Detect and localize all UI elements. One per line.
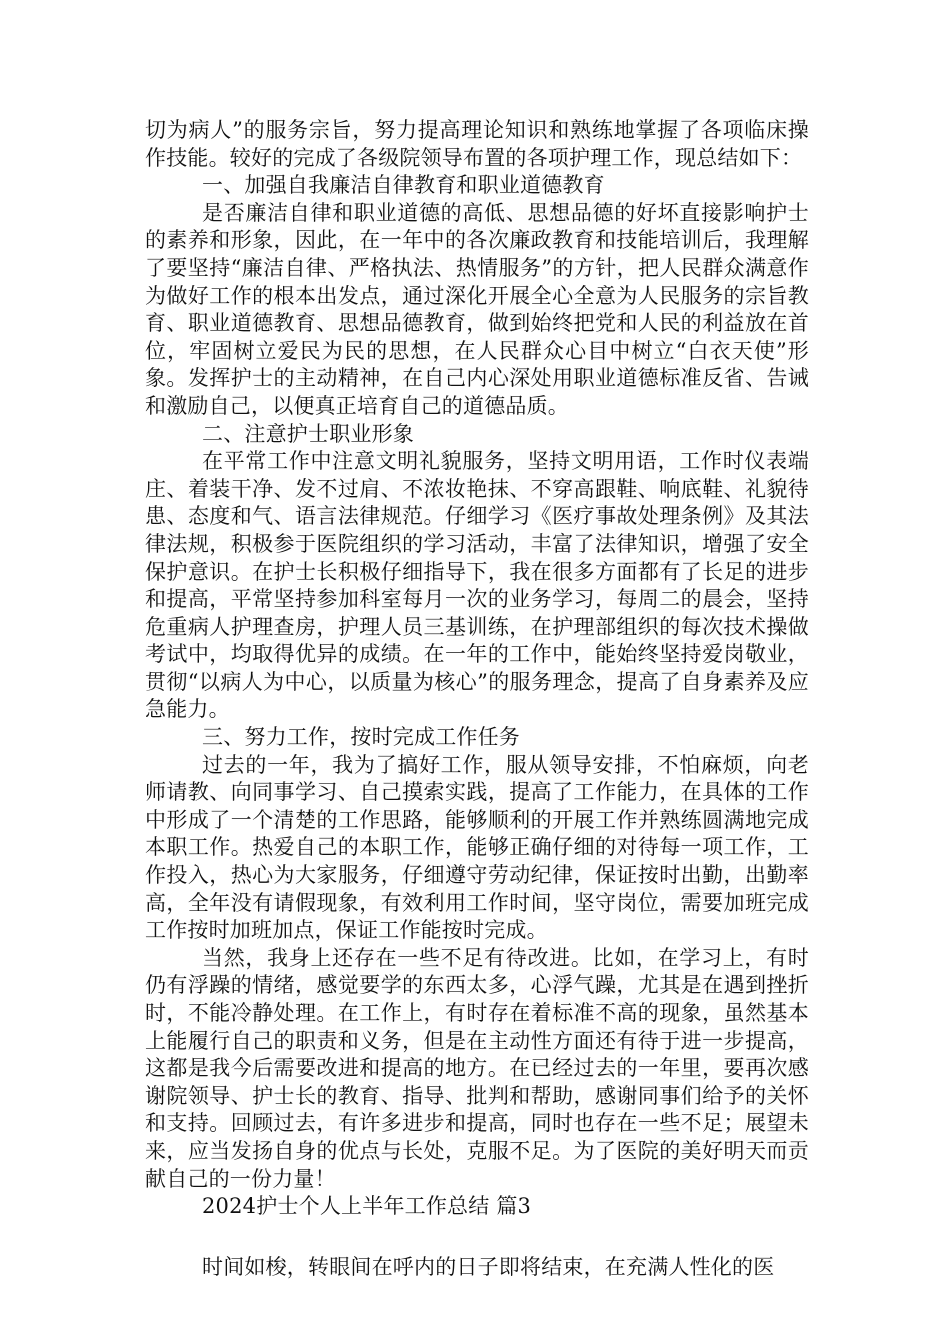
paragraph-reflection: 当然，我身上还存在一些不足有待改进。比如，在学习上，有时仍有浮躁的情绪，感觉要学的东西太多，心浮气躁，尤其是在遇到挫折时，不能冷静处理。在工作上，有时存在着标准不高的现象，虽然基本上能履行自己的职责和义务，但是在主动性方面还有待于进一步提高，这都是我今后需要改进和提高的地方。在已经过去的一年里，要再次感谢院领导、护士长的教育、指导、批判和帮助，感谢同事们给予的关怀和支持。回顾过去，有许多进步和提高，同时也存在一些不足；展望未来，应当发扬自身的优点与长处，克服不足。为了医院的美好明天而贡献自己的一份力量！ (145, 945, 809, 1191)
paragraph-section-2: 在平常工作中注意文明礼貌服务，坚持文明用语，工作时仪表端庄、着装干净、发不过肩、不浓妆艳抹、不穿高跟鞋、响底鞋、礼貌待患、态度和气、语言法律规范。仔细学习《医疗事故处理条例》及其法律法规，积极参于医院组织的学习活动，丰富了法律知识，增强了安全保护意识。在护士长积极仔细指导下，我在很多方面都有了长足的进步和提高，平常坚持参加科室每月一次的业务学习，每周二的晨会，坚持危重病人护理查房，护理人员三基训练，在护理部组织的每次技术操做考试中，均取得优异的成绩。在一年的工作中，能始终坚持爱岗敬业，贯彻“以病人为中心，以质量为核心”的服务理念，提高了自身素养及应急能力。 (145, 449, 809, 722)
document-body (145, 117, 809, 1281)
section-heading-1: 一、加强自我廉洁自律教育和职业道德教育 (202, 173, 605, 198)
article-title-part-3: 2024护士个人上半年工作总结 篇3 (202, 1194, 532, 1219)
paragraph-intro: 切为病人”的服务宗旨，努力提高理论知识和熟练地掌握了各项临床操作技能。较好的完成了各级院领导布置的各项护理工作，现总结如下： (145, 118, 809, 170)
section-heading-2: 二、注意护士职业形象 (202, 421, 414, 446)
paragraph-part-3-opening: 时间如梭，转眼间在呼内的日子即将结束，在充满人性化的医 (202, 1254, 775, 1279)
paragraph-section-1: 是否廉洁自律和职业道德的高低、思想品德的好坏直接影响护士的素养和形象，因此，在一年中的各次廉政教育和技能培训后，我理解了要坚持“廉洁自律、严格执法、热情服务”的方针，把人民群众满意作为做好工作的根本出发点，通过深化开展全心全意为人民服务的宗旨教育、职业道德教育、思想品德教育，做到始终把党和人民的利益放在首位，牢固树立爱民为民的思想，在人民群众心目中树立“白衣天使”形象。发挥护士的主动精神，在自己内心深处用职业道德标准反省、告诫和激励自己，以便真正培育自己的道德品质。 (145, 200, 809, 418)
blank-line (145, 1221, 809, 1254)
paragraph-section-3: 过去的一年，我为了搞好工作，服从领导安排，不怕麻烦，向老师请教、向同事学习、自己摸索实践，提高了工作能力，在具体的工作中形成了一个清楚的工作思路，能够顺利的开展工作并熟练圆满地完成本职工作。热爱自己的本职工作，能够正确仔细的对待每一项工作，工作投入，热心为大家服务，仔细遵守劳动纪律，保证按时出勤，出勤率高，全年没有请假现象，有效利用工作时间，坚守岗位，需要加班完成工作按时加班加点，保证工作能按时完成。 (145, 752, 809, 943)
section-heading-3: 三、努力工作，按时完成工作任务 (202, 725, 520, 750)
